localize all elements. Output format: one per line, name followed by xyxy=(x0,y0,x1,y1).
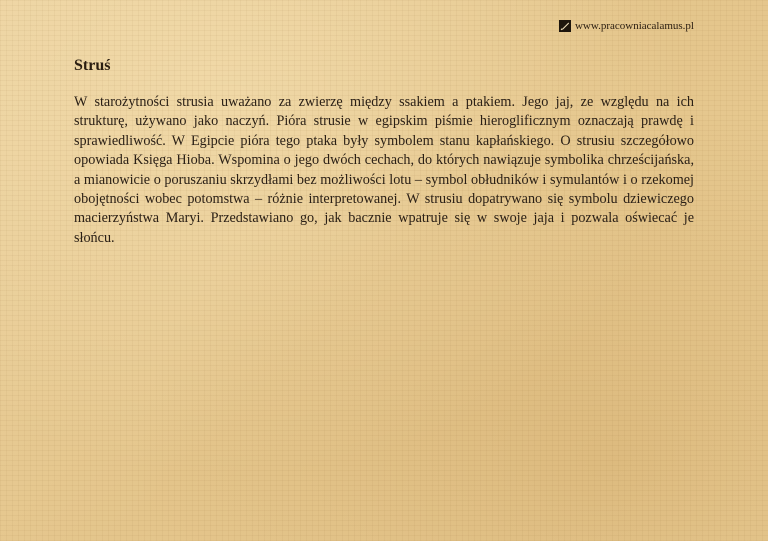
site-link-text: www.pracowniacalamus.pl xyxy=(574,20,694,32)
article-title: Struś xyxy=(74,57,111,74)
article-body: W starożytności strusia uważano za zwierzę między ssakiem a ptakiem. Jego jaj, ze względu na ich strukturę, używano jako naczyń. Pióra strusie w egipskim piśmie hieroglificznym oznaczają prawdę i sprawiedliwość. W Egipcie pióra tego ptaka były symbolem stanu kapłańskiego. O strusiu szczegółowo opowiada Księga Hioba. Wspomina o jego dwóch cechach, do których nawiązuje symbolika chrześcijańska, a mianowicie o poruszaniu skrzydłami bez możliwości lotu – symbol obłudników i symulantów i o rzekomej obojętności wobec potomstwa – różnie interpretowanej. W strusiu dopatrywano się symbolu dziewiczego macierzyństwa Maryi. Przedstawiano go, jak bacznie wpatruje się w swoje jaja i pozwala oświecać je słońcu. xyxy=(74,94,694,246)
quill-pen-icon xyxy=(559,20,571,32)
site-link[interactable] xyxy=(559,19,694,33)
